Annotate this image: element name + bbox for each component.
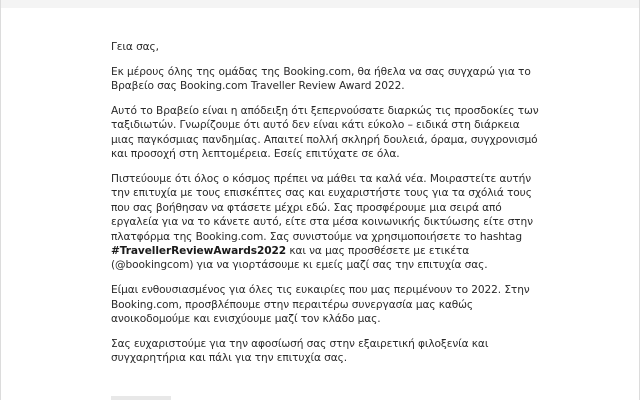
letter-body (111, 40, 541, 376)
hashtag-text: #TravellerReviewAwards2022 (111, 245, 287, 258)
cut-off-text-fragment (111, 396, 171, 400)
letter-paragraph-1: Εκ μέρους όλης της ομάδας της Booking.com, θα ήθελα να σας συγχαρώ για το Βραβείο σας Booking.com Traveller Review Award 2022. (111, 65, 531, 93)
letter-paragraph-3 (111, 172, 541, 273)
letter-paragraph-5: Σας ευχαριστούμε για την αφοσίωσή σας στην εξαιρετική φιλοξενία και συγχαρητήρια και πάλι για την επιτυχία σας. (111, 337, 489, 365)
letter-paragraph-4: Είμαι ενθουσιασμένος για όλες τις ευκαιρίες που μας περιμένουν το 2022. Στην Booking.com, προσβλέπουμε στην περαιτέρω συνεργασία μας καθώς ανοικοδομούμε και ενισχύουμε μαζί τον κλάδο μας. (111, 284, 530, 326)
paragraph-3-text-start: Πιστεύουμε ότι όλος ο κόσμος πρέπει να μάθει τα καλά νέα. Μοιραστείτε αυτήν την επιτυχία με τους επισκέπτες σας και ευχαριστήστε τους για τα σχόλιά τους που σας βοήθησαν να φτάσετε μέχρι εδώ. Σας προσφέρουμε μια σειρά από εργαλεία για να το κάνετε αυτό, είτε στα μέσα κοινωνικής δικτύωσης είτε στην πλατφόρμα της Booking.com. Σας συνιστούμε να χρησιμοποιήσετε το hashtag (111, 173, 533, 243)
paragraph-3-text-end: και να μας προσθέσετε με ετικέτα (@bookingcom) για να γιορτάσουμε κι εμείς μαζί σας την επιτυχία σας. (111, 245, 488, 272)
page-top-edge (1, 0, 639, 8)
letter-paragraph-2: Αυτό το Βραβείο είναι η απόδειξη ότι ξεπερνούσατε διαρκώς τις προσδοκίες των ταξιδιωτών. Γνωρίζουμε ότι αυτό δεν είναι κάτι εύκολο – ειδικά στη διάρκεια μιας παγκόσμιας πανδημίας. Απαιτεί πολλή σκληρή δουλειά, όραμα, συγχρονισμό και προσοχή στη λεπτομέρεια. Εσείς επιτύχατε σε όλα. (111, 105, 539, 161)
letter-greeting: Γεια σας, (111, 41, 159, 53)
